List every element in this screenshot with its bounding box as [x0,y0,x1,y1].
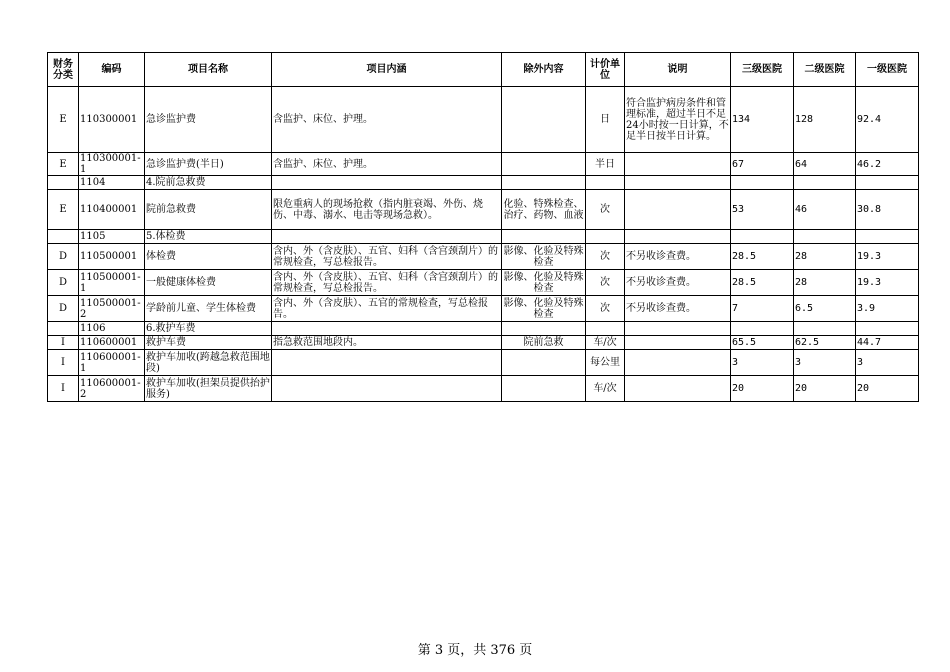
category-cell: I [48,350,79,376]
level3-price-cell [731,322,794,336]
level1-price-cell: 44.7 [856,336,919,350]
level2-price-cell: 20 [794,376,856,402]
unit-cell: 每公里 [586,350,625,376]
category-cell: D [48,296,79,322]
header-code: 编码 [79,53,145,87]
category-cell [48,230,79,244]
level2-price-cell: 62.5 [794,336,856,350]
name-cell: 学龄前儿童、学生体检费 [145,296,272,322]
table-row [48,230,919,244]
level1-price-cell [856,176,919,190]
header-content: 项目内涵 [272,53,502,87]
category-cell: D [48,270,79,296]
category-cell: D [48,244,79,270]
content-cell: 含监护、床位、护理。 [272,153,502,176]
name-cell: 体检费 [145,244,272,270]
note-cell: 不另收诊查费。 [625,270,731,296]
code-cell: 1105 [79,230,145,244]
header-note: 说明 [625,53,731,87]
table-row [48,244,919,270]
level3-price-cell: 28.5 [731,244,794,270]
code-cell: 110300001-1 [79,153,145,176]
level2-price-cell: 3 [794,350,856,376]
note-cell: 符合监护病房条件和管理标准，超过半日不足24小时按一日计算，不足半日按半日计算。 [625,87,731,153]
table-row [48,322,919,336]
level2-price-cell [794,322,856,336]
level3-price-cell: 134 [731,87,794,153]
level2-price-cell: 6.5 [794,296,856,322]
note-cell [625,350,731,376]
level3-price-cell: 67 [731,153,794,176]
name-cell: 急诊监护费 [145,87,272,153]
category-cell [48,176,79,190]
name-cell: 院前急救费 [145,190,272,230]
header-level3-price: 三级医院 [731,53,794,87]
note-cell [625,322,731,336]
level3-price-cell: 65.5 [731,336,794,350]
code-cell: 110400001 [79,190,145,230]
table-row [48,153,919,176]
content-cell [272,322,502,336]
level1-price-cell: 92.4 [856,87,919,153]
content-cell: 限危重病人的现场抢救（指内脏衰竭、外伤、烧伤、中毒、溺水、电击等现场急救）。 [272,190,502,230]
content-cell: 指急救范围地段内。 [272,336,502,350]
content-cell [272,376,502,402]
level3-price-cell: 53 [731,190,794,230]
note-cell [625,190,731,230]
fee-table [47,52,919,402]
exclude-cell [502,322,586,336]
unit-cell: 次 [586,296,625,322]
code-cell: 110600001-1 [79,350,145,376]
level3-price-cell [731,176,794,190]
level1-price-cell: 20 [856,376,919,402]
note-cell: 不另收诊查费。 [625,296,731,322]
name-cell: 急诊监护费(半日) [145,153,272,176]
unit-cell [586,322,625,336]
code-cell: 110500001 [79,244,145,270]
unit-cell: 次 [586,270,625,296]
code-cell: 110300001 [79,87,145,153]
exclude-cell: 院前急救 [502,336,586,350]
table-row [48,376,919,402]
content-cell: 含内、外（含皮肤）、五官、妇科（含宫颈刮片）的常规检查，写总检报告。 [272,270,502,296]
code-cell: 110600001 [79,336,145,350]
name-cell: 6.救护车费 [145,322,272,336]
level2-price-cell: 128 [794,87,856,153]
table-row [48,296,919,322]
level1-price-cell: 46.2 [856,153,919,176]
level3-price-cell: 3 [731,350,794,376]
exclude-cell [502,350,586,376]
unit-cell: 车/次 [586,336,625,350]
table-row [48,336,919,350]
exclude-cell: 影像、化验及特殊检查 [503,245,584,268]
unit-cell [586,176,625,190]
name-cell: 救护车费 [145,336,272,350]
unit-cell: 次 [586,244,625,270]
code-cell: 1106 [79,322,145,336]
category-cell: E [48,153,79,176]
exclude-cell [502,87,586,153]
unit-cell [586,230,625,244]
level1-price-cell: 19.3 [856,244,919,270]
table-row [48,176,919,190]
category-cell: E [48,87,79,153]
note-cell [625,336,731,350]
name-cell: 4.院前急救费 [145,176,272,190]
level1-price-cell [856,230,919,244]
name-cell: 救护车加收(跨越急救范围地段) [146,351,270,374]
level2-price-cell: 64 [794,153,856,176]
level1-price-cell: 3 [856,350,919,376]
level3-price-cell [731,230,794,244]
level3-price-cell: 20 [731,376,794,402]
page-footer: 第 3 页，共 376 页 [417,643,533,658]
level2-price-cell: 46 [794,190,856,230]
header-level2-price: 二级医院 [794,53,856,87]
content-cell: 含内、外（含皮肤）、五官的常规检查，写总检报告。 [272,296,502,322]
note-cell [625,153,731,176]
header-category: 财务分类 [48,53,79,87]
content-cell [272,350,502,376]
category-cell: E [48,190,79,230]
note-cell: 不另收诊查费。 [625,244,731,270]
unit-cell: 日 [586,87,625,153]
name-cell: 5.体检费 [145,230,272,244]
name-cell: 救护车加收(担架员提供抬护服务) [146,377,270,400]
exclude-cell: 化验、特殊检查、治疗、药物、血液 [502,190,586,230]
level3-price-cell: 28.5 [731,270,794,296]
header-row [48,53,919,87]
header-unit: 计价单位 [586,53,625,87]
note-cell [625,376,731,402]
level1-price-cell: 30.8 [856,190,919,230]
exclude-cell [502,176,586,190]
unit-cell: 半日 [586,153,625,176]
code-cell: 110600001-2 [79,376,145,402]
category-cell [48,322,79,336]
exclude-cell: 影像、化验及特殊检查 [503,271,584,294]
content-cell: 含监护、床位、护理。 [272,87,502,153]
name-cell: 一般健康体检费 [145,270,272,296]
level2-price-cell: 28 [794,244,856,270]
category-cell: I [48,376,79,402]
category-cell: I [48,336,79,350]
header-exclude: 除外内容 [502,53,586,87]
exclude-cell [502,153,586,176]
table-row [48,190,919,230]
level2-price-cell: 28 [794,270,856,296]
content-cell: 含内、外（含皮肤）、五官、妇科（含宫颈刮片）的常规检查，写总检报告。 [272,244,502,270]
exclude-cell: 影像、化验及特殊检查 [503,297,584,320]
code-cell: 1104 [79,176,145,190]
code-cell: 110500001-2 [79,296,145,322]
content-cell [272,176,502,190]
level2-price-cell [794,176,856,190]
table-row [48,270,919,296]
code-cell: 110500001-1 [79,270,145,296]
level2-price-cell [794,230,856,244]
header-level1-price: 一级医院 [856,53,919,87]
content-cell [272,230,502,244]
level1-price-cell [856,322,919,336]
level1-price-cell: 19.3 [856,270,919,296]
level3-price-cell: 7 [731,296,794,322]
unit-cell: 车/次 [586,376,625,402]
header-name: 项目名称 [145,53,272,87]
exclude-cell [502,376,586,402]
note-cell [625,176,731,190]
level1-price-cell: 3.9 [856,296,919,322]
note-cell [625,230,731,244]
unit-cell: 次 [586,190,625,230]
exclude-cell [502,230,586,244]
table-row [48,87,919,153]
table-row [48,350,919,376]
